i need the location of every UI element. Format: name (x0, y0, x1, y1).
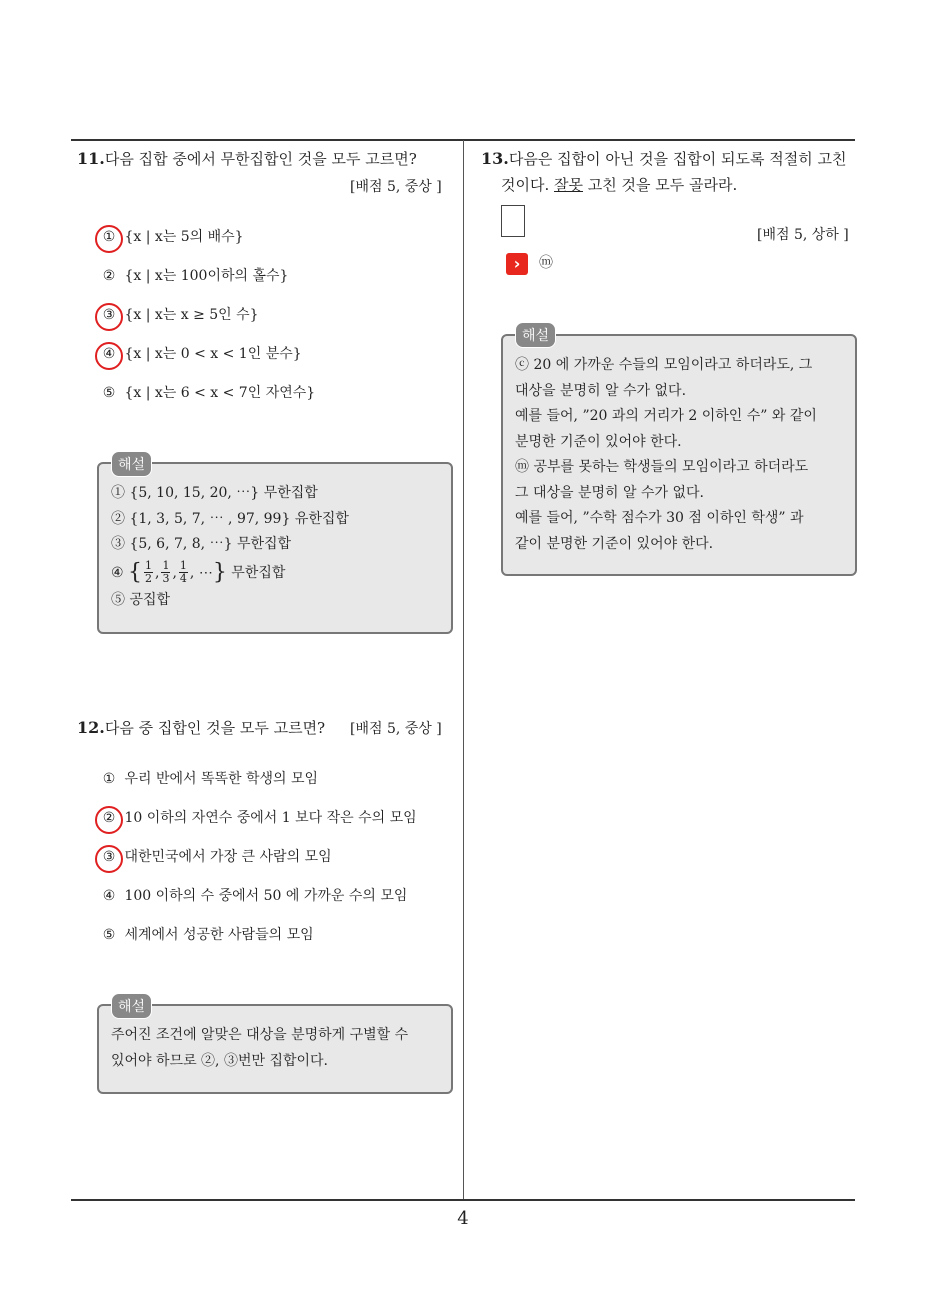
q11-solution-line: ② {1, 3, 5, 7, ⋯ , 97, 99} 유한집합 (111, 510, 349, 527)
q11-solution-text (111, 481, 349, 613)
fraction-den: 2 (145, 572, 153, 585)
q13-solution-line: 분명한 기준이 있어야 한다. (515, 433, 682, 450)
fraction-num: 1 (179, 559, 187, 572)
q11-choice-2[interactable] (98, 265, 288, 285)
q12-choice-2[interactable] (98, 807, 417, 827)
fraction-den: 3 (162, 572, 170, 585)
q11-choice-4-mark: ④ (98, 346, 120, 362)
q11-solution-l4-suffix: 무한집합 (231, 564, 286, 581)
q12-choice-1[interactable] (98, 768, 318, 788)
q12-choice-4[interactable] (98, 885, 407, 905)
q12-choice-3[interactable] (98, 846, 332, 866)
q12-choice-3-mark: ③ (98, 849, 120, 865)
fraction-3 (179, 560, 188, 585)
q13-text-2b: 고친 것을 모두 골라라. (583, 176, 738, 194)
q12-solution-label: 해설 (111, 993, 152, 1019)
q12-solution-line: 주어진 조건에 알맞은 대상을 분명하게 구별할 수 (111, 1027, 409, 1043)
q13-solution-line: 그 대상을 분명히 알 수가 없다. (515, 484, 704, 501)
q13-title-line-2 (501, 172, 737, 198)
fraction-num: 1 (145, 559, 153, 572)
bottom-rule (71, 1199, 855, 1201)
q11-choice-5-text: {x | x는 6 < x < 7인 자연수} (124, 385, 316, 401)
fraction-2 (161, 560, 170, 585)
q11-choice-3[interactable] (98, 304, 259, 324)
q11-solution-line: ① {5, 10, 15, 20, ⋯} 무한집합 (111, 485, 318, 501)
q13-text-underlined: 잘못 (554, 176, 583, 194)
q11-meta: [배점 5, 중상 ] (350, 179, 442, 195)
q12-choice-5-mark: ⑤ (102, 927, 116, 943)
q12-title (77, 715, 325, 741)
q13-solution-line: 예를 들어, ”20 과의 거리가 2 이하인 수” 와 같이 (515, 408, 817, 424)
q13-solution-line: 대상을 분명히 알 수가 없다. (515, 382, 687, 399)
q12-solution-line: 있어야 하므로 ②, ③번만 집합이다. (111, 1052, 328, 1069)
q11-choice-1-text: {x | x는 5의 배수} (124, 229, 244, 245)
q13-solution-label: 해설 (515, 322, 556, 348)
fraction-num: 1 (162, 559, 170, 572)
q12-solution-box (97, 1004, 453, 1094)
q11-solution-line: ⑤ 공집합 (111, 591, 171, 608)
fraction-1 (144, 560, 153, 585)
q11-choice-3-text: {x | x는 x ≥ 5인 수} (124, 307, 259, 323)
q13-number: 13. (481, 149, 509, 168)
q11-number: 11. (77, 149, 105, 168)
q11-choice-5-mark: ⑤ (102, 385, 116, 401)
q13-answer-box[interactable] (501, 205, 525, 237)
q12-choice-2-mark: ② (98, 810, 120, 826)
q12-choice-2-text: 10 이하의 자연수 중에서 1 보다 작은 수의 모임 (124, 810, 417, 826)
q11-title (77, 146, 417, 172)
q12-meta: [배점 5, 중상 ] (350, 721, 442, 737)
q12-solution-text (111, 1023, 408, 1074)
q11-choice-5[interactable] (98, 382, 315, 402)
q13-text-2a: 것이다. (501, 176, 555, 194)
q13-solution-box (501, 334, 857, 576)
q11-solution-label: 해설 (111, 451, 152, 477)
q13-answer: ⓜ (539, 255, 553, 271)
column-divider (463, 140, 464, 1200)
page-number: 4 (457, 1208, 469, 1229)
q13-solution-line: ⓜ 공부를 못하는 학생들의 모임이라고 하더라도 (515, 459, 809, 475)
q12-choice-5-text: 세계에서 성공한 사람들의 모임 (124, 927, 314, 943)
q12-text: 다음 중 집합인 것을 모두 고르면? (104, 719, 326, 737)
q11-choice-1-mark: ① (98, 229, 120, 245)
q11-choice-4[interactable] (98, 343, 302, 363)
q11-solution-line: ③ {5, 6, 7, 8, ⋯} 무한집합 (111, 536, 292, 552)
q11-choice-3-mark: ③ (98, 307, 120, 323)
q12-choice-4-mark: ④ (102, 888, 116, 904)
q11-choice-2-mark: ② (102, 268, 116, 284)
q13-solution-line: 예를 들어, ”수학 점수가 30 점 이하인 학생” 과 (515, 510, 804, 526)
brace-close: } (212, 559, 227, 585)
brace-open: { (128, 559, 143, 585)
q13-text-1: 다음은 집합이 아닌 것을 집합이 되도록 적절히 고친 (508, 150, 847, 168)
q11-text: 다음 집합 중에서 무한집합인 것을 모두 고르면? (104, 150, 417, 168)
q12-choice-4-text: 100 이하의 수 중에서 50 에 가까운 수의 모임 (124, 888, 408, 904)
q11-choice-4-text: {x | x는 0 < x < 1인 분수} (124, 346, 302, 362)
q11-solution-line-4: ④ { $\frac{1}{2}$ , $\frac{1}{3}$ , $\frac{1}{4}$ , ⋯} 무한집합 (111, 559, 286, 585)
chevron-right-icon[interactable]: › (506, 253, 528, 275)
q12-choice-3-text: 대한민국에서 가장 큰 사람의 모임 (124, 849, 332, 865)
q13-meta: [배점 5, 상하 ] (757, 227, 849, 243)
q12-choice-1-text: 우리 반에서 똑똑한 학생의 모임 (124, 771, 319, 787)
q13-title (481, 146, 847, 172)
q12-choice-5[interactable] (98, 924, 314, 944)
q11-solution-l4-mark: ④ (111, 564, 124, 581)
q13-solution-line: 같이 분명한 기준이 있어야 한다. (515, 535, 714, 552)
q11-solution-box (97, 462, 453, 634)
q12-choice-1-mark: ① (102, 771, 116, 787)
q13-solution-line: ⓒ 20 에 가까운 수들의 모임이라고 하더라도, 그 (515, 357, 813, 373)
q13-solution-text (515, 353, 817, 557)
fraction-den: 4 (179, 572, 187, 585)
q11-choice-2-text: {x | x는 100이하의 홀수} (124, 268, 289, 284)
q12-number: 12. (77, 718, 105, 737)
q11-choice-1[interactable] (98, 226, 244, 246)
